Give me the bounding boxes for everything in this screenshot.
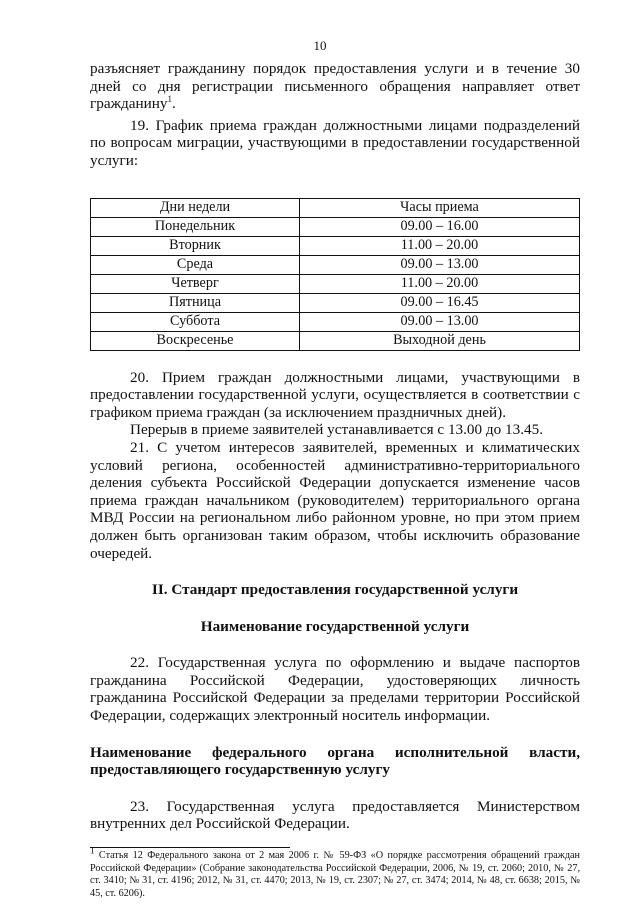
table-cell-hours: 09.00 – 13.00 xyxy=(300,255,580,274)
document-body xyxy=(90,60,580,900)
table-cell-day: Вторник xyxy=(91,236,300,255)
paragraph-21: 21. С учетом интересов заявителей, временных и климатических условий региона, особенностей административно-территориального деления субъекта Российской Федерации допускается изменение часов приема граждан начальником (руководителем) территориального органа МВД России на региональном либо районном уровне, но при этом прием должен быть организован таким образом, чтобы исключить образование очередей. xyxy=(90,438,580,562)
footnote-number: 1 xyxy=(90,845,95,856)
footnote-1: $^1$ Статья 12 Федерального закона от 2 мая 2006 г. № 59-ФЗ «О порядке рассмотрения обращений граждан Российской Федерации» (Собрание законодательства Российской Федерации, 2006, № 19, ст. 2060; 2010, № 27, ст. 3410; № 31, ст. 4196; 2012, № 31, ст. 4470; 2013, № 19, ст. 2307; № 27, ст. 3474; 2014, № 48, ст. 6638; 2015, № 45, ст. 6206). xyxy=(90,845,580,899)
footnote-separator xyxy=(90,847,290,848)
table-cell-hours: 09.00 – 13.00 xyxy=(300,312,580,331)
paragraph-20-break: Перерыв в приеме заявителей устанавливается с 13.00 до 13.45. xyxy=(130,421,543,439)
paragraph-20: 20. Прием граждан должностными лицами, участвующими в предоставлении государственной услуги, осуществляется в соответствии с графиком приема граждан (за исключением праздничных дней). xyxy=(90,368,580,421)
paragraph-18-end: разъясняет гражданину порядок предоставления услуги и в течение 30 дней со дня регистрации письменного обращения направляет ответ гражданину$^1$. xyxy=(90,60,580,113)
footnote-ref: 1 xyxy=(167,94,173,105)
table-header-days: Дни недели xyxy=(91,198,300,217)
table-row xyxy=(91,274,580,293)
table-cell-day: Воскресенье xyxy=(91,331,300,350)
table-row xyxy=(91,293,580,312)
table-row xyxy=(91,312,580,331)
table-row xyxy=(91,217,580,236)
table-header-hours: Часы приема xyxy=(300,198,580,217)
section-heading-2: II. Стандарт предоставления государственной услуги xyxy=(151,581,519,599)
table-cell-day: Понедельник xyxy=(91,217,300,236)
page-number: 10 xyxy=(313,38,327,53)
table-row xyxy=(91,255,580,274)
table-cell-day: Четверг xyxy=(91,274,300,293)
table-row xyxy=(91,331,580,350)
table-cell-day: Суббота xyxy=(91,312,300,331)
table-cell-hours: 11.00 – 20.00 xyxy=(300,274,580,293)
table-cell-hours: 09.00 – 16.00 xyxy=(300,217,580,236)
table-cell-day: Пятница xyxy=(91,293,300,312)
table-cell-hours: Выходной день xyxy=(300,331,580,350)
table-header-row xyxy=(91,198,580,217)
table-row xyxy=(91,236,580,255)
paragraph-22: 22. Государственная услуга по оформлению и выдаче паспортов гражданина Российской Федерации, удостоверяющих личность гражданина Российской Федерации за пределами территории Российской Федерации, содержащих электронный носитель информации. xyxy=(90,654,580,725)
reception-schedule-table xyxy=(90,198,580,351)
table-cell-hours: 11.00 – 20.00 xyxy=(300,236,580,255)
paragraph-23: 23. Государственная услуга предоставляется Министерством внутренних дел Российской Федерации. xyxy=(90,797,580,833)
table-cell-day: Среда xyxy=(91,255,300,274)
subheading-service-name: Наименование государственной услуги xyxy=(200,617,470,635)
paragraph-19: 19. График приема граждан должностными лицами подразделений по вопросам миграции, участвующими в предоставлении государственной услуги: xyxy=(90,116,580,169)
table-cell-hours: 09.00 – 16.45 xyxy=(300,293,580,312)
subheading-authority: Наименование федерального органа исполнительной власти, предоставляющего государственную услугу xyxy=(90,743,580,779)
